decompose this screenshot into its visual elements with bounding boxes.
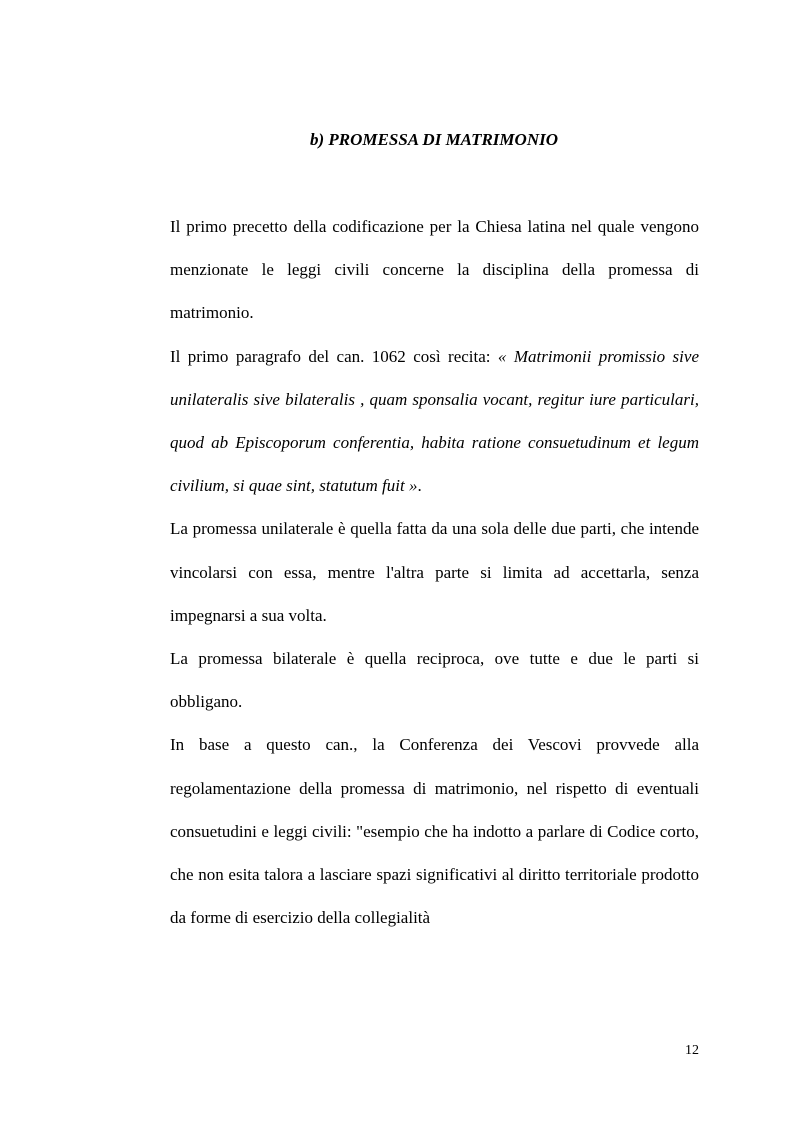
paragraph-intro: Il primo precetto della codificazione per la Chiesa latina nel quale vengono menzionate le leggi civili concerne la disciplina della promessa di matrimonio. bbox=[170, 217, 699, 323]
paragraph-bilateral: La promessa bilaterale è quella reciproca, ove tutte e due le parti si obbligano. bbox=[170, 649, 699, 712]
paragraph-canon-quote bbox=[170, 335, 699, 508]
canon-intro-text: Il primo paragrafo del can. 1062 così recita: bbox=[170, 346, 498, 366]
paragraph-unilateral: La promessa unilaterale è quella fatta da una sola delle due parti, che intende vincolarsi con essa, mentre l'altra parte si limita ad accettarla, senza impegnarsi a sua volta. bbox=[170, 519, 699, 625]
section-heading: b) PROMESSA DI MATRIMONIO bbox=[310, 130, 558, 149]
quote-end-period: . bbox=[417, 476, 422, 496]
page-number: 12 bbox=[685, 1043, 699, 1058]
body-text bbox=[170, 205, 699, 939]
paragraph-conference: In base a questo can., la Conferenza dei Vescovi provvede alla regolamentazione della promessa di matrimonio, nel rispetto di eventuali consuetudini e leggi civili: "esempio che ha indotto a parlare di Codice corto, che non esita talora a lasciare spazi significativi al diritto territoriale prodotto da forme di esercizio della collegialità bbox=[170, 735, 699, 928]
latin-quote: « Matrimonii promissio sive unilateralis sive bilateralis , quam sponsalia vocant, regitur iure particulari, quod ab Episcoporum conferentia, habita ratione consuetudinum et legum civilium, si quae sint, statutum fuit » bbox=[170, 346, 699, 496]
